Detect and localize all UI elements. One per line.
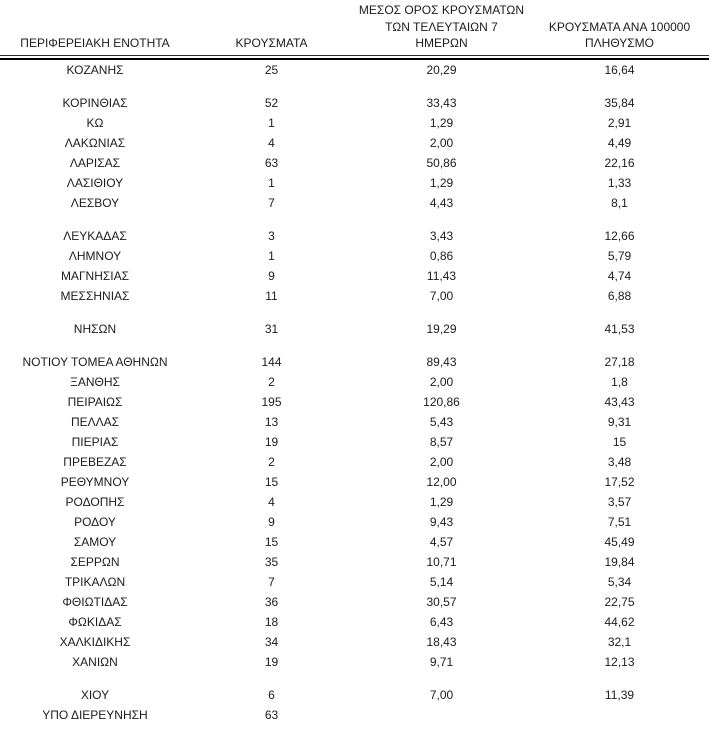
- spacer-row: [0, 672, 709, 685]
- cell-cases: 9: [268, 268, 275, 283]
- cell-per100k: 32,1: [607, 634, 632, 649]
- cell-per100k: 19,84: [604, 554, 635, 569]
- cell-per100k: 17,52: [604, 474, 635, 489]
- cell-cases: 63: [264, 155, 279, 170]
- cell-region: ΡΟΔΟΥ: [74, 514, 116, 529]
- spacer-row: [0, 306, 709, 319]
- cell-avg7: 7,00: [429, 687, 454, 702]
- header-regional-unit: [0, 0, 190, 55]
- cell-per100k: 41,53: [604, 321, 635, 336]
- cell-avg7: 2,00: [429, 135, 454, 150]
- cell-region: ΡΟΔΟΠΗΣ: [65, 494, 125, 509]
- table-row: [0, 492, 709, 512]
- cell-region: ΠΕΙΡΑΙΩΣ: [67, 394, 123, 409]
- cell-per100k: 16,64: [604, 62, 635, 77]
- cell-cases: 25: [264, 62, 279, 77]
- cell-per100k: 8,1: [611, 195, 628, 210]
- table-row: [0, 652, 709, 672]
- cell-cases: 9: [268, 514, 275, 529]
- cell-per100k: 45,49: [604, 534, 635, 549]
- table-row: [0, 532, 709, 552]
- cell-region: ΛΕΣΒΟΥ: [70, 195, 120, 210]
- spacer-cell: [0, 213, 709, 226]
- cell-avg7: 3,43: [429, 228, 454, 243]
- cell-region: ΦΩΚΙΔΑΣ: [68, 614, 122, 629]
- cell-cases: 36: [264, 594, 279, 609]
- cell-avg7: 1,29: [429, 494, 454, 509]
- cell-region: ΚΟΡΙΝΘΙΑΣ: [62, 95, 128, 110]
- cell-cases: 15: [264, 534, 279, 549]
- cell-per100k: 44,62: [604, 614, 635, 629]
- cell-avg7: 120,86: [423, 394, 460, 409]
- table-row: [0, 352, 709, 372]
- cell-per100k: 12,66: [604, 228, 635, 243]
- cell-per100k: 7,51: [607, 514, 632, 529]
- cell-per100k: 12,13: [604, 654, 635, 669]
- cell-region: ΜΑΓΝΗΣΙΑΣ: [60, 268, 130, 283]
- cell-avg7: 4,43: [429, 195, 454, 210]
- header-7day-average: [353, 0, 530, 55]
- header-cases-label: ΚΡΟΥΣΜΑΤΑ: [235, 36, 308, 50]
- cell-cases: 195: [261, 394, 282, 409]
- cell-cases: 6: [268, 687, 275, 702]
- table-row: [0, 685, 709, 705]
- cell-per100k: 22,75: [604, 594, 635, 609]
- cell-per100k: 15: [612, 434, 627, 449]
- spacer-cell: [0, 339, 709, 352]
- table-row: [0, 113, 709, 133]
- cell-avg7: 19,29: [426, 321, 457, 336]
- table-row: [0, 266, 709, 286]
- cell-per100k: 27,18: [604, 354, 635, 369]
- cell-region: ΠΕΛΛΑΣ: [70, 414, 120, 429]
- cell-avg7: 12,00: [426, 474, 457, 489]
- cell-avg7: 5,43: [429, 414, 454, 429]
- header-row: [0, 0, 709, 55]
- table-row: [0, 286, 709, 306]
- cell-avg7: 0,86: [429, 248, 454, 263]
- table-row: [0, 512, 709, 532]
- table-row: [0, 193, 709, 213]
- table-row: [0, 705, 709, 725]
- table-header: [0, 0, 709, 55]
- cell-avg7: 4,57: [429, 534, 454, 549]
- table-row: [0, 572, 709, 592]
- cell-per100k: 2,91: [607, 115, 632, 130]
- spacer-row: [0, 80, 709, 93]
- cell-avg7: 9,71: [429, 654, 454, 669]
- header-regional-unit-label: ΠΕΡΙΦΕΡΕΙΑΚΗ ΕΝΟΤΗΤΑ: [20, 36, 170, 50]
- cell-avg7: 1,29: [429, 115, 454, 130]
- cell-region: ΚΟΖΑΝΗΣ: [66, 62, 124, 77]
- cell-per100k: 43,43: [604, 394, 635, 409]
- cell-per100k: 11,39: [604, 687, 635, 702]
- cell-avg7: [353, 705, 530, 725]
- cell-region: ΥΠΟ ΔΙΕΡΕΥΝΗΣΗ: [42, 707, 148, 722]
- cell-region: ΦΘΙΩΤΙΔΑΣ: [62, 594, 128, 609]
- cell-cases: 7: [268, 195, 275, 210]
- spacer-cell: [0, 80, 709, 93]
- table-row: [0, 59, 709, 80]
- cell-cases: 11: [265, 288, 278, 303]
- cell-region: ΜΕΣΣΗΝΙΑΣ: [60, 288, 130, 303]
- cell-region: ΛΗΜΝΟΥ: [68, 248, 122, 263]
- cell-avg7: 33,43: [426, 95, 457, 110]
- header-cases-per-100k: [530, 0, 709, 55]
- cell-per100k: 5,34: [607, 574, 632, 589]
- cell-avg7: 18,43: [426, 634, 457, 649]
- cell-cases: 13: [264, 414, 279, 429]
- cell-region: ΧΑΛΚΙΔΙΚΗΣ: [59, 634, 131, 649]
- cell-avg7: 20,29: [426, 62, 457, 77]
- cell-region: ΧΙΟΥ: [80, 687, 110, 702]
- cell-region: ΛΑΣΙΘΙΟΥ: [66, 175, 124, 190]
- spacer-cell: [0, 306, 709, 319]
- cell-avg7: 30,57: [426, 594, 457, 609]
- cell-per100k: 4,74: [607, 268, 632, 283]
- cell-avg7: 10,71: [426, 554, 457, 569]
- cell-cases: 31: [264, 321, 279, 336]
- cell-avg7: 2,00: [429, 374, 454, 389]
- cell-avg7: 89,43: [426, 354, 457, 369]
- cell-region: ΤΡΙΚΑΛΩΝ: [64, 574, 126, 589]
- table-row: [0, 452, 709, 472]
- table-row: [0, 93, 709, 113]
- spacer-row: [0, 213, 709, 226]
- cell-avg7: 50,86: [426, 155, 457, 170]
- cell-region: ΠΙΕΡΙΑΣ: [71, 434, 119, 449]
- header-7day-average-line2: ΤΩΝ ΤΕΛΕΥΤΑΙΩΝ 7: [385, 19, 498, 34]
- table-row: [0, 392, 709, 412]
- cell-region: ΞΑΝΘΗΣ: [70, 374, 120, 389]
- spacer-cell: [0, 672, 709, 685]
- table-row: [0, 319, 709, 339]
- cell-per100k: [530, 705, 709, 725]
- table-row: [0, 612, 709, 632]
- table-row: [0, 173, 709, 193]
- cell-avg7: 5,14: [429, 574, 454, 589]
- cell-cases: 2: [268, 374, 275, 389]
- cell-region: ΝΟΤΙΟΥ ΤΟΜΕΑ ΑΘΗΝΩΝ: [22, 354, 168, 369]
- cell-per100k: 22,16: [604, 155, 635, 170]
- cell-cases: 4: [268, 135, 275, 150]
- cell-cases: 4: [268, 494, 275, 509]
- table-row: [0, 372, 709, 392]
- table-row: [0, 472, 709, 492]
- spacer-row: [0, 339, 709, 352]
- cell-region: ΣΑΜΟΥ: [73, 534, 117, 549]
- header-7day-average-line3: ΗΜΕΡΩΝ: [415, 36, 468, 50]
- header-cases-per-100k-line2: ΠΛΗΘΥΣΜΟ: [584, 36, 655, 50]
- cell-region: ΛΑΚΩΝΙΑΣ: [64, 135, 126, 150]
- cell-cases: 15: [264, 474, 279, 489]
- cell-per100k: 6,88: [607, 288, 632, 303]
- cell-per100k: 3,48: [607, 454, 632, 469]
- cell-cases: 52: [264, 95, 279, 110]
- cell-avg7: 1,29: [429, 175, 454, 190]
- header-7day-average-line1: ΜΕΣΟΣ ΟΡΟΣ ΚΡΟΥΣΜΑΤΩΝ: [358, 3, 525, 17]
- cell-avg7: 6,43: [429, 614, 454, 629]
- cell-per100k: 1,8: [611, 374, 628, 389]
- cell-per100k: 9,31: [607, 414, 632, 429]
- cell-cases: 144: [261, 354, 282, 369]
- cell-region: ΛΑΡΙΣΑΣ: [69, 155, 121, 170]
- table-row: [0, 632, 709, 652]
- cell-per100k: 5,79: [607, 248, 632, 263]
- cell-avg7: 9,43: [429, 514, 454, 529]
- cell-cases: 2: [268, 454, 275, 469]
- table-row: [0, 133, 709, 153]
- cell-per100k: 35,84: [604, 95, 635, 110]
- header-cases-per-100k-line1: ΚΡΟΥΣΜΑΤΑ ΑΝΑ 100000: [548, 19, 691, 34]
- table-row: [0, 432, 709, 452]
- table-row: [0, 153, 709, 173]
- cell-cases: 1: [268, 248, 275, 263]
- cell-cases: 34: [264, 634, 279, 649]
- cell-avg7: 8,57: [429, 434, 454, 449]
- cell-avg7: 7,00: [429, 288, 454, 303]
- cell-per100k: 3,57: [607, 494, 632, 509]
- table-row: [0, 592, 709, 612]
- cell-cases: 19: [264, 434, 279, 449]
- cell-region: ΛΕΥΚΑΔΑΣ: [63, 228, 127, 243]
- cell-region: ΚΩ: [86, 115, 104, 130]
- cell-cases: 1: [268, 175, 275, 190]
- table-row: [0, 246, 709, 266]
- table-body: [0, 55, 709, 725]
- cell-cases: 63: [264, 707, 279, 722]
- cell-per100k: 1,33: [607, 175, 632, 190]
- table-row: [0, 552, 709, 572]
- table-row: [0, 226, 709, 246]
- cell-avg7: 11,43: [426, 268, 457, 283]
- header-cases: [190, 0, 353, 55]
- cell-cases: 7: [268, 574, 275, 589]
- cell-region: ΡΕΘΥΜΝΟΥ: [60, 474, 130, 489]
- cell-region: ΝΗΣΩΝ: [73, 321, 117, 336]
- cell-cases: 18: [264, 614, 279, 629]
- cell-cases: 35: [264, 554, 279, 569]
- table-row: [0, 412, 709, 432]
- cell-cases: 3: [268, 228, 275, 243]
- cell-region: ΣΕΡΡΩΝ: [70, 554, 120, 569]
- cell-region: ΠΡΕΒΕΖΑΣ: [63, 454, 127, 469]
- cell-per100k: 4,49: [607, 135, 632, 150]
- cell-cases: 1: [268, 115, 275, 130]
- cell-avg7: 2,00: [429, 454, 454, 469]
- cell-cases: 19: [264, 654, 279, 669]
- cell-region: ΧΑΝΙΩΝ: [72, 654, 118, 669]
